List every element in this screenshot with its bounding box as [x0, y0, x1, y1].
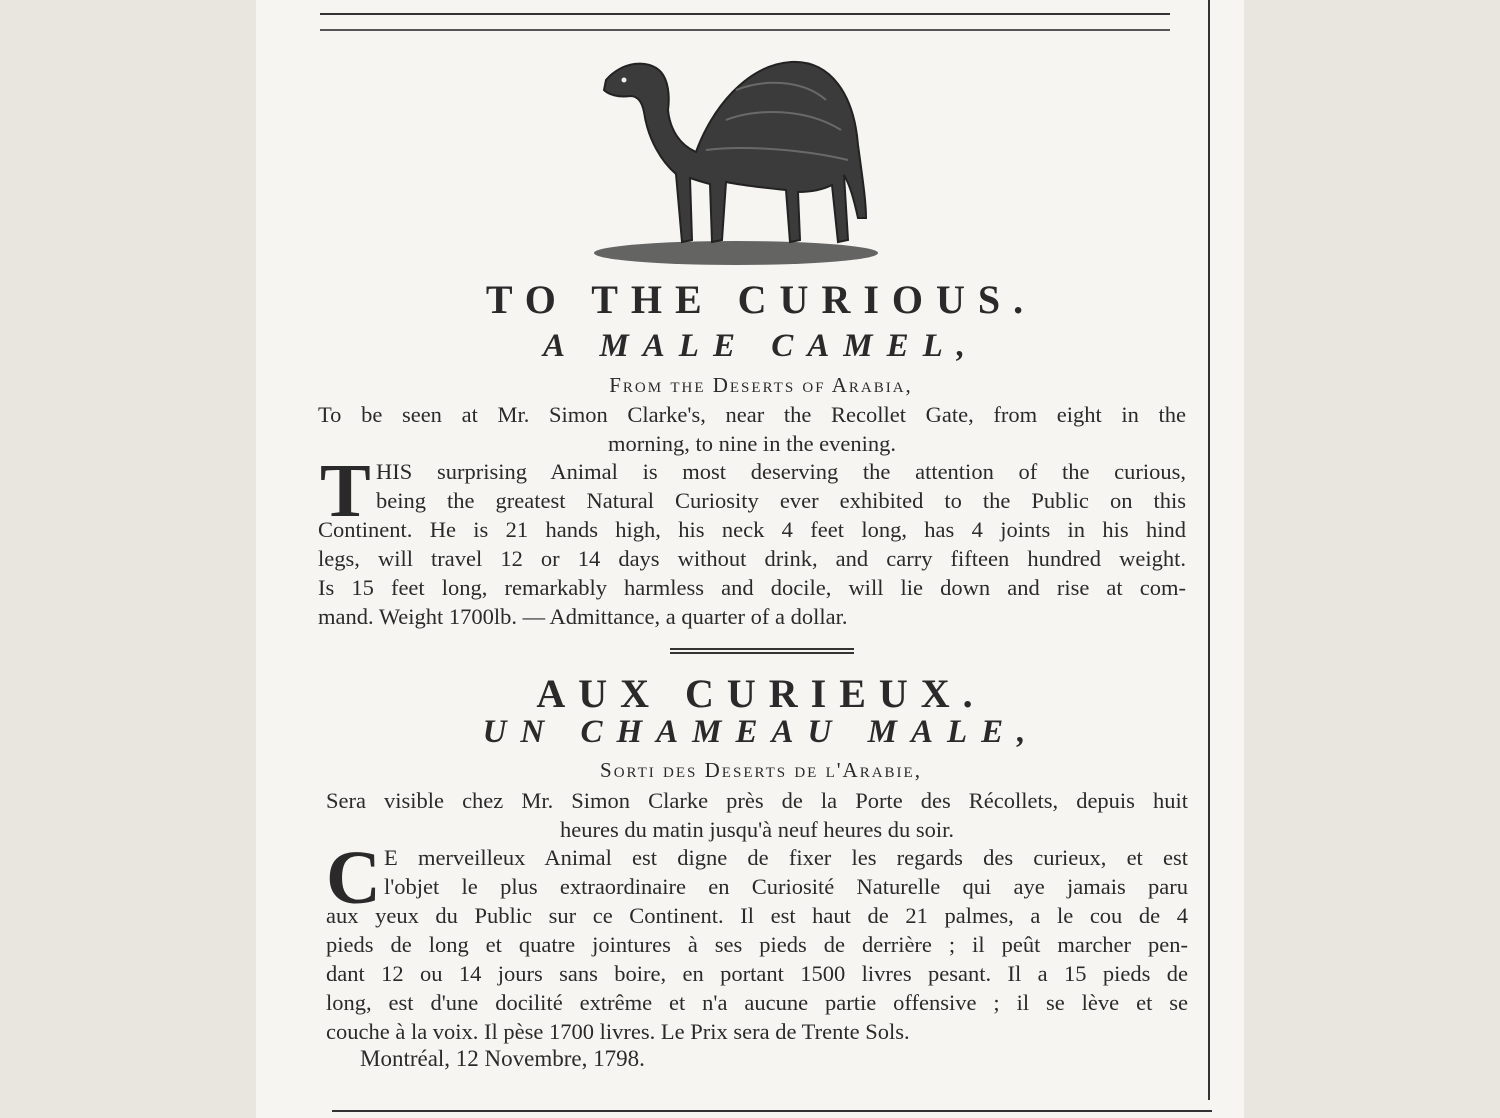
english-subheadline: A MALE CAMEL,: [543, 328, 979, 364]
english-body-line: mand. Weight 1700lb. — Admittance, a quarter of a dollar.: [318, 604, 848, 629]
english-intro-line: To be seen at Mr. Simon Clarke's, near the Recollet Gate, from eight in the: [318, 402, 1186, 427]
french-body-line: aux yeux du Public sur ce Continent. Il est haut de 21 palmes, a le cou de 4: [326, 903, 1188, 928]
section-divider: [670, 648, 854, 654]
french-intro-line: Sera visible chez Mr. Simon Clarke près de la Porte des Récollets, depuis huit: [326, 788, 1188, 813]
french-subheadline: UN CHAMEAU MALE,: [482, 714, 1040, 750]
french-body-line: dant 12 ou 14 jours sans boire, en portant 1500 livres pesant. Il a 15 pieds de: [326, 961, 1188, 986]
top-rule: [320, 13, 1170, 15]
top-rule-lower: [320, 29, 1170, 31]
french-body-line: pieds de long et quatre jointures à ses pieds de derrière ; il peût marcher pen-: [326, 932, 1188, 957]
english-intro: [318, 400, 1186, 458]
french-body-line: long, est d'une docilité extrême et n'a aucune partie offensive ; il se lève et se: [326, 990, 1188, 1015]
newspaper-page: [256, 0, 1244, 1118]
french-dropcap: C: [326, 836, 381, 920]
english-body-line: Is 15 feet long, remarkably harmless and docile, will lie down and rise at com-: [318, 575, 1186, 600]
english-body-line: legs, will travel 12 or 14 days without drink, and carry fifteen hundred weight.: [318, 546, 1186, 571]
camel-woodcut-illustration: [586, 50, 886, 275]
english-body-line: Continent. He is 21 hands high, his neck 4 feet long, has 4 joints in his hind: [318, 517, 1186, 542]
french-origin: Sorti des Deserts de l'Arabie,: [600, 758, 922, 782]
french-intro-line: heures du matin jusqu'à neuf heures du soir.: [560, 817, 954, 842]
french-body-line: l'objet le plus extraordinaire en Curiosité Naturelle qui aye jamais paru: [384, 874, 1188, 899]
french-body: [326, 836, 1188, 1046]
french-headline: AUX CURIEUX.: [536, 671, 986, 716]
bottom-rule: [332, 1110, 1212, 1112]
french-intro: [326, 786, 1188, 844]
english-intro-line: morning, to nine in the evening.: [607, 431, 897, 456]
english-dropcap: T: [320, 449, 371, 533]
english-body-line: HIS surprising Animal is most deserving the attention of the curious,: [376, 459, 1186, 484]
english-headline: TO THE CURIOUS.: [485, 277, 1037, 322]
french-body-line: couche à la voix. Il pèse 1700 livres. Le Prix sera de Trente Sols.: [326, 1019, 910, 1044]
english-body-line: being the greatest Natural Curiosity ever exhibited to the Public on this: [376, 488, 1186, 513]
english-origin: From the Deserts of Arabia,: [609, 373, 913, 397]
french-body-line: E merveilleux Animal est digne de fixer les regards des curieux, et est: [384, 845, 1188, 870]
column-rule: [1208, 0, 1210, 1100]
english-body: [318, 449, 1186, 631]
dateline: Montréal, 12 Novembre, 1798.: [360, 1046, 645, 1071]
